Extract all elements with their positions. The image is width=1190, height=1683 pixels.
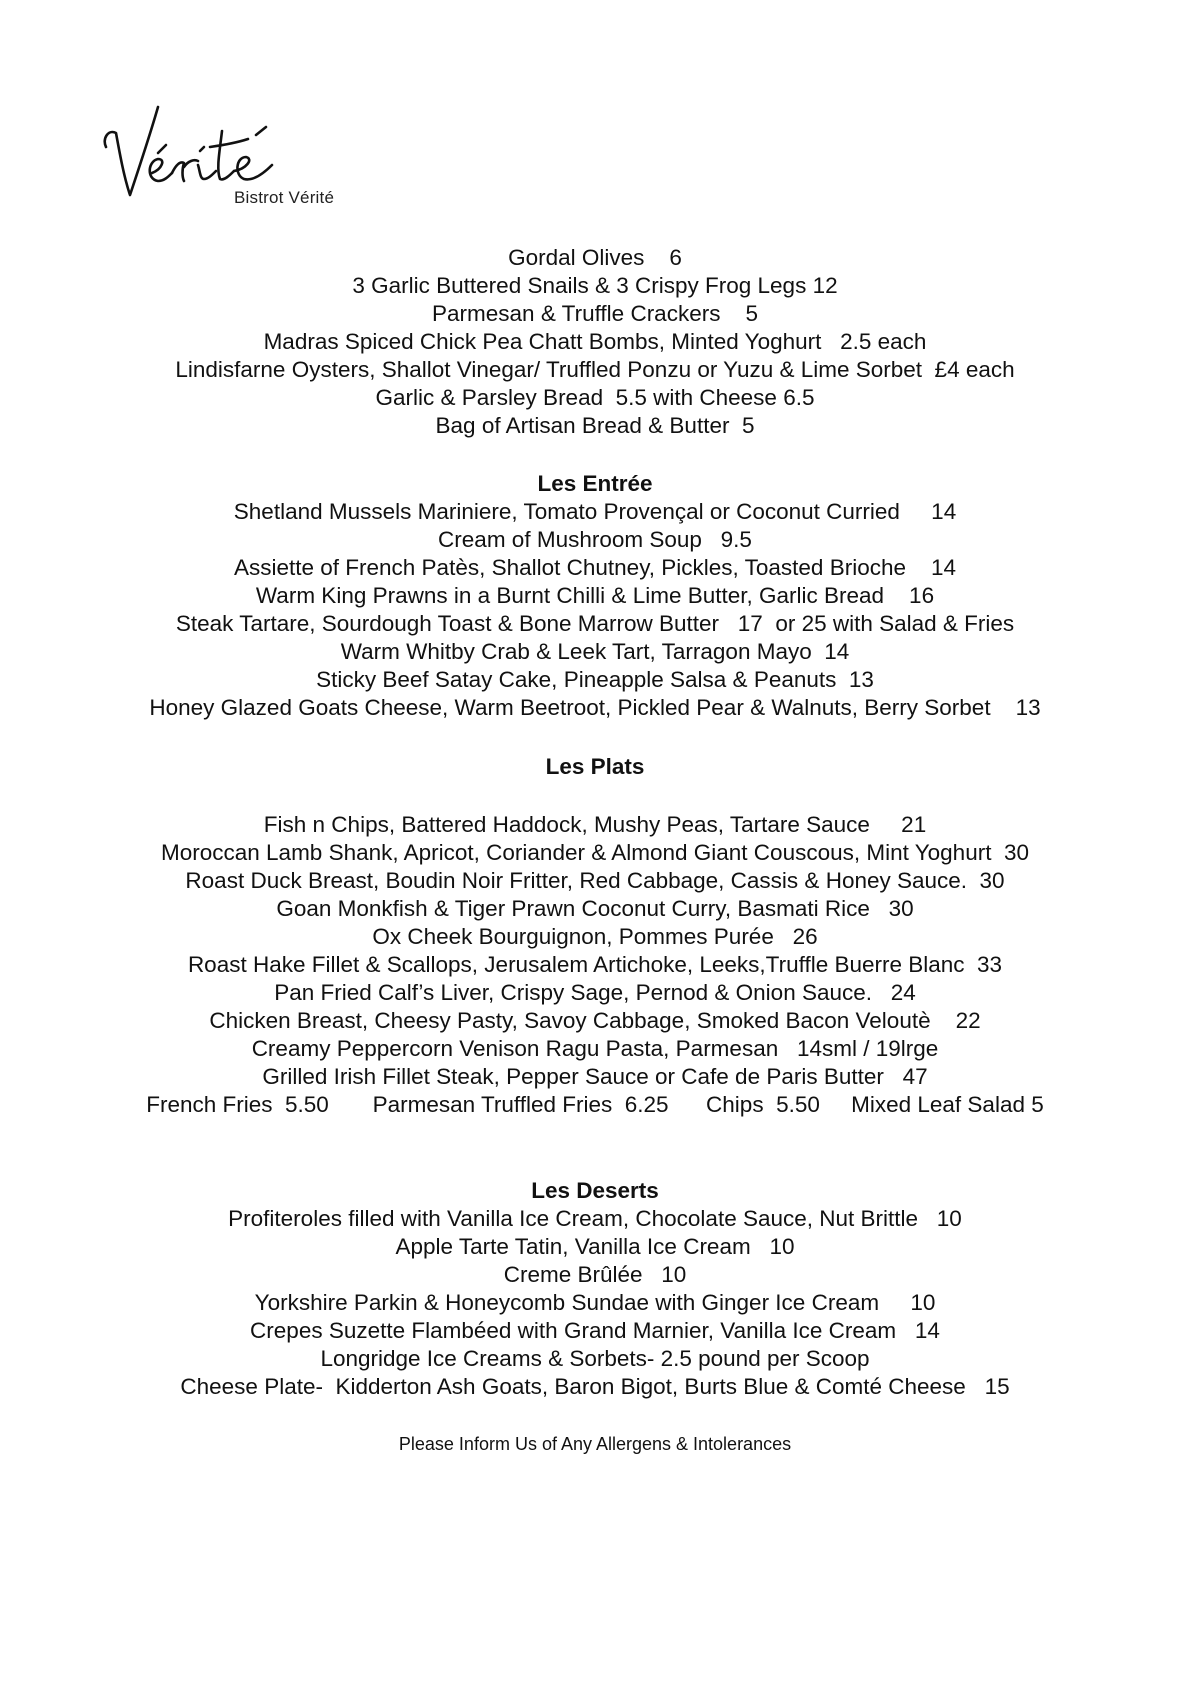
menu-item: Cheese Plate- Kidderton Ash Goats, Baron Bigot, Burts Blue & Comté Cheese 15 [180,1374,1010,1399]
brand-subtitle: Bistrot Vérité [234,188,335,207]
menu-item: Profiteroles filled with Vanilla Ice Cream, Chocolate Sauce, Nut Brittle 10 [228,1206,962,1231]
menu-item: Gordal Olives 6 [508,245,682,270]
menu-item: Apple Tarte Tatin, Vanilla Ice Cream 10 [395,1234,795,1259]
menu-item: Assiette of French Patès, Shallot Chutney, Pickles, Toasted Brioche 14 [233,555,957,580]
menu-item: Shetland Mussels Mariniere, Tomato Provençal or Coconut Curried 14 [233,499,957,524]
menu-item: Honey Glazed Goats Cheese, Warm Beetroot, Pickled Pear & Walnuts, Berry Sorbet 13 [149,695,1041,720]
menu-item: Pan Fried Calf’s Liver, Crispy Sage, Pernod & Onion Sauce. 24 [274,980,916,1005]
menu-item: Roast Hake Fillet & Scallops, Jerusalem Artichoke, Leeks,Truffle Buerre Blanc 33 [187,952,1003,977]
menu-item: Bag of Artisan Bread & Butter 5 [435,413,755,438]
section-heading-desserts: Les Deserts [531,1178,659,1203]
section-heading-entrees: Les Entrée [537,471,653,496]
section-heading-plats: Les Plats [545,754,645,779]
menu-item: Longridge Ice Creams & Sorbets- 2.5 pound per Scoop [320,1346,870,1371]
menu-item: Cream of Mushroom Soup 9.5 [438,527,752,552]
menu-item: 3 Garlic Buttered Snails & 3 Crispy Frog Legs 12 [352,273,838,298]
menu-item: Sticky Beef Satay Cake, Pineapple Salsa & Peanuts 13 [316,667,874,692]
menu-item: Yorkshire Parkin & Honeycomb Sundae with Ginger Ice Cream 10 [254,1290,936,1315]
menu-item: Roast Duck Breast, Boudin Noir Fritter, Red Cabbage, Cassis & Honey Sauce. 30 [185,868,1005,893]
menu-item: Lindisfarne Oysters, Shallot Vinegar/ Truffled Ponzu or Yuzu & Lime Sorbet £4 each [175,357,1015,382]
menu-item: Fish n Chips, Battered Haddock, Mushy Peas, Tartare Sauce 21 [263,812,927,837]
menu-item: Chicken Breast, Cheesy Pasty, Savoy Cabbage, Smoked Bacon Veloutè 22 [209,1008,981,1033]
menu-item: Madras Spiced Chick Pea Chatt Bombs, Minted Yoghurt 2.5 each [263,329,927,354]
menu-item: Grilled Irish Fillet Steak, Pepper Sauce or Cafe de Paris Butter 47 [262,1064,928,1089]
menu-item: Garlic & Parsley Bread 5.5 with Cheese 6.5 [375,385,815,410]
menu-item: Goan Monkfish & Tiger Prawn Coconut Curry, Basmati Rice 30 [276,896,914,921]
menu-item: Warm King Prawns in a Burnt Chilli & Lime Butter, Garlic Bread 16 [255,583,935,608]
menu-item: Creme Brûlée 10 [503,1262,687,1287]
menu-item: Moroccan Lamb Shank, Apricot, Coriander & Almond Giant Couscous, Mint Yoghurt 30 [161,840,1029,865]
sides-row: French Fries 5.50 Parmesan Truffled Fries 6.25 Chips 5.50 Mixed Leaf Salad 5 [146,1092,1044,1117]
menu-item: Parmesan & Truffle Crackers 5 [432,301,758,326]
menu-item: Ox Cheek Bourguignon, Pommes Purée 26 [372,924,818,949]
menu-item: Warm Whitby Crab & Leek Tart, Tarragon Mayo 14 [340,639,850,664]
menu-item: Creamy Peppercorn Venison Ragu Pasta, Parmesan 14sml / 19lrge [251,1036,939,1061]
menu-item: Crepes Suzette Flambéed with Grand Marnier, Vanilla Ice Cream 14 [250,1318,940,1343]
allergen-note: Please Inform Us of Any Allergens & Intolerances [398,1434,792,1454]
menu-item: Steak Tartare, Sourdough Toast & Bone Marrow Butter 17 or 25 with Salad & Fries [175,611,1015,636]
